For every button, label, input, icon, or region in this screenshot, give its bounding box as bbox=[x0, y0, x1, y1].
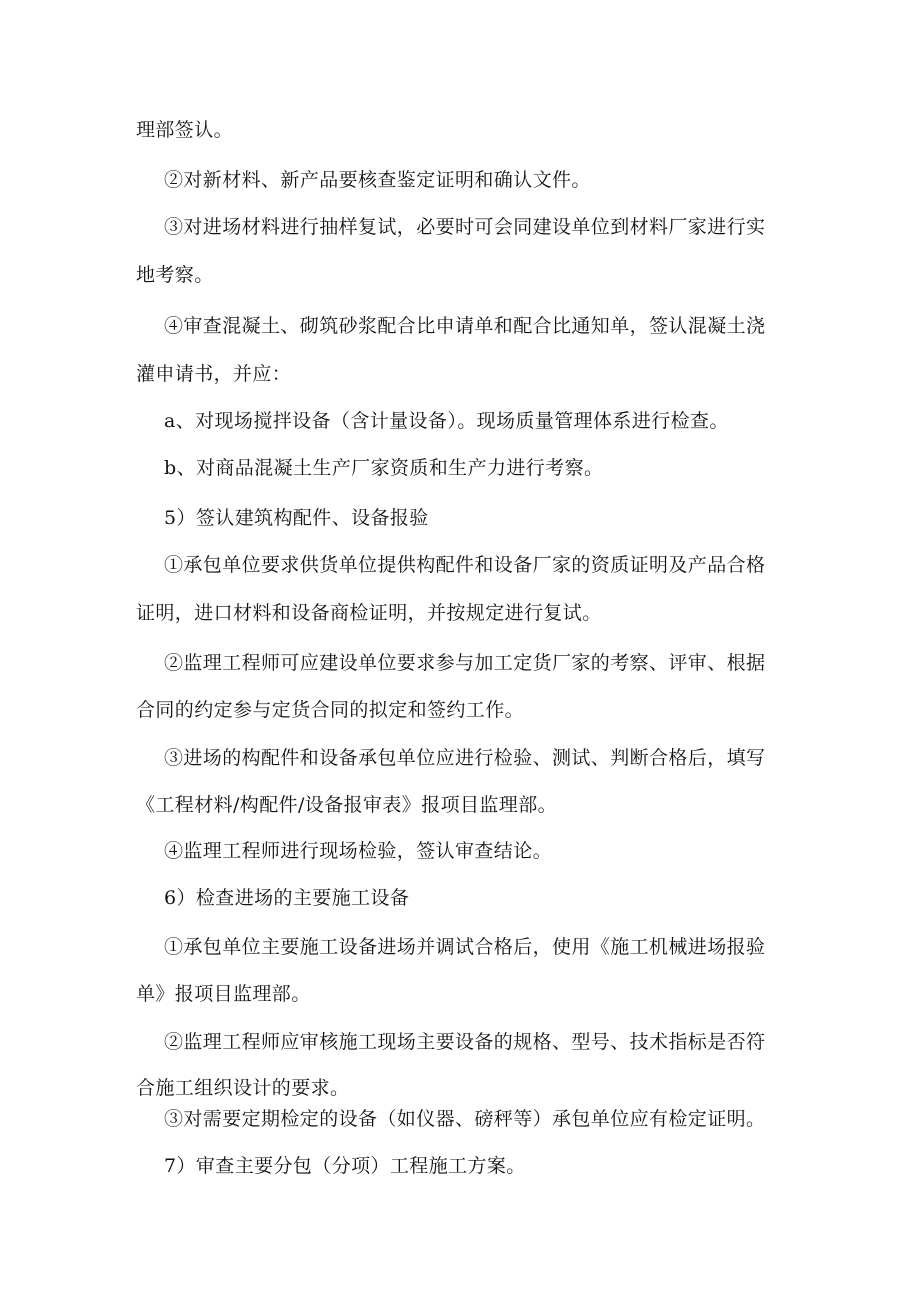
text-line: 单》报项目监理部。 bbox=[136, 983, 311, 1005]
text-line: 证明，进口材料和设备商检证明，并按规定进行复试。 bbox=[136, 602, 602, 624]
text-line: ①承包单位主要施工设备进场并调试合格后，使用《施工机械进场报验 bbox=[164, 936, 766, 958]
text-line: b、对商品混凝土生产厂家资质和生产力进行考察。 bbox=[164, 457, 604, 479]
text-line: a、对现场搅拌设备（含计量设备）。现场质量管理体系进行检查。 bbox=[164, 410, 729, 432]
text-line: 合施工组织设计的要求。 bbox=[136, 1077, 350, 1099]
text-line: ④审查混凝土、砌筑砂浆配合比申请单和配合比通知单，签认混凝土浇 bbox=[164, 315, 766, 337]
text-line: ②监理工程师可应建设单位要求参与加工定货厂家的考察、评审、根据 bbox=[164, 652, 766, 674]
text-line: 灌申请书，并应： bbox=[136, 363, 292, 385]
text-line: 合同的约定参与定货合同的拟定和签约工作。 bbox=[136, 699, 525, 721]
text-line: ③进场的构配件和设备承包单位应进行检验、测试、判断合格后，填写 bbox=[164, 747, 766, 769]
text-line: ②监理工程师应审核施工现场主要设备的规格、型号、技术指标是否符 bbox=[164, 1031, 766, 1053]
text-line: ③对需要定期检定的设备（如仪器、磅秤等）承包单位应有检定证明。 bbox=[164, 1108, 766, 1130]
text-line: ②对新材料、新产品要核查鉴定证明和确认文件。 bbox=[164, 169, 591, 191]
text-line: 6）检查进场的主要施工设备 bbox=[164, 887, 410, 909]
text-line: ①承包单位要求供货单位提供构配件和设备厂家的资质证明及产品合格 bbox=[164, 554, 766, 576]
text-line: 理部签认。 bbox=[136, 119, 234, 141]
text-line: 5）签认建筑构配件、设备报验 bbox=[164, 507, 429, 529]
text-line: 地考察。 bbox=[136, 264, 214, 286]
text-line: ③对进场材料进行抽样复试，必要时可会同建设单位到材料厂家进行实 bbox=[164, 216, 766, 238]
text-line: 7）审查主要分包（分项）工程施工方案。 bbox=[164, 1155, 526, 1177]
text-line: ④监理工程师进行现场检验，签认审查结论。 bbox=[164, 840, 553, 862]
text-line: 《工程材料/构配件/设备报审表》报项目监理部。 bbox=[136, 794, 558, 816]
